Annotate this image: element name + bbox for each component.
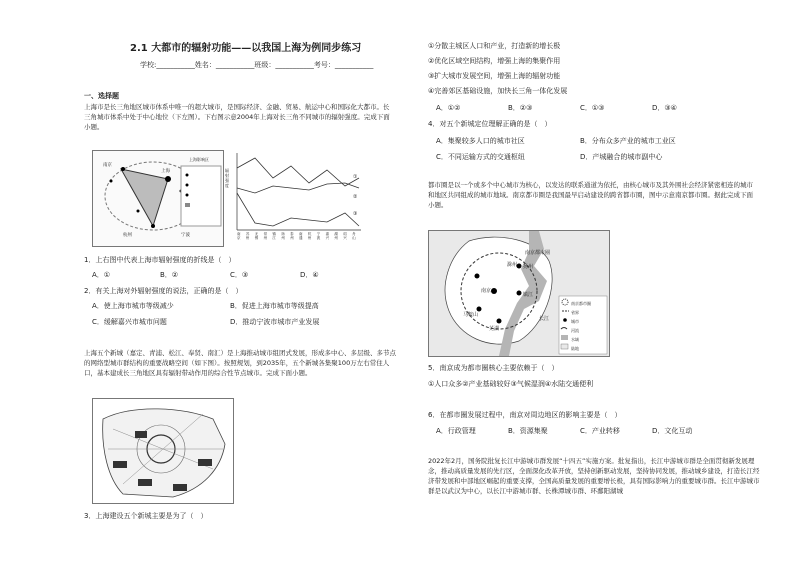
map3-legend-border: 省界 xyxy=(571,310,579,315)
influence-triangle xyxy=(121,169,168,226)
map3-legend-land: 陆地 xyxy=(571,346,579,351)
q2-option-c[interactable]: C．缓解嘉兴市城市问题 xyxy=(92,318,167,326)
q3-statement-2: ②优化区域空间结构，增强上海的集聚作用 xyxy=(428,57,561,65)
figure-delta-map xyxy=(92,150,224,247)
series-label-3: ③ xyxy=(353,211,358,217)
question-5: 5．南京成为都市圈核心主要依赖于（ ） xyxy=(428,364,559,372)
q5-statements: ①人口众多②产业基础较好③气候湿润④水陆交通便利 xyxy=(428,380,594,388)
nanjing-map-svg xyxy=(429,231,609,356)
map3-label-circle: 南京都市圈 xyxy=(525,250,551,256)
town-jiading xyxy=(135,431,147,438)
map3-label-maanshan: 马鞍山 xyxy=(463,312,479,318)
q4-option-a[interactable]: A．集聚较多人口的城市社区 xyxy=(436,137,525,145)
q1-option-a[interactable]: A．① xyxy=(92,271,111,279)
figure-radiation-chart xyxy=(225,148,365,248)
passage-3: 都市圈是以一个或多个中心城市为核心，以发达的联系通道为依托，由核心城市及其外围社会经济紧密相连的城市和地区共同组成的城市地域。南京都市圈是我国最早启动建设的跨省都市圈，图中示意南京都市圈。据此完成下面小题。 xyxy=(428,181,753,209)
map3-label-zhenjiang: 镇江 xyxy=(523,292,534,298)
map3-label-chuzhou: 滁州 xyxy=(507,262,518,268)
question-2: 2．有关上海对外辐射强度的说法，正确的是（ ） xyxy=(84,287,243,295)
map3-legend-circle: 南京都市圈 xyxy=(571,301,591,306)
map1-label-shanghai: 上海 xyxy=(161,169,170,174)
chart-x-tick: 南京 xyxy=(237,232,241,240)
map3-legend-river: 河流 xyxy=(571,328,579,333)
chart-x-tick: 嘉兴 xyxy=(325,232,330,240)
chart-x-tick: 南通 xyxy=(299,232,303,240)
map1-label-nanjing: 南京 xyxy=(103,163,112,168)
q2-option-b[interactable]: B．促进上海市城市等级提高 xyxy=(230,302,319,310)
q3-option-a[interactable]: A．①② xyxy=(436,104,461,112)
map1-label-influence: 上海影响区 xyxy=(189,157,209,162)
series-line-1 xyxy=(237,158,359,186)
map3-label-yangtze: 长江 xyxy=(539,316,550,322)
q3-statement-4: ④完善郊区基础设施，加快长三角一体化发展 xyxy=(428,87,568,95)
q3-statement-3: ③扩大城市发展空间，增强上海的辐射功能 xyxy=(428,72,561,80)
delta-map-svg xyxy=(93,151,223,246)
chart-x-tick: 常州 xyxy=(263,232,268,240)
q3-statement-1: ①分散主城区人口和产业，打造新的增长极 xyxy=(428,42,561,50)
new-towns-svg xyxy=(93,399,233,503)
q1-option-b[interactable]: B．② xyxy=(160,271,179,279)
figure-nanjing-map xyxy=(428,230,610,357)
q4-option-c[interactable]: C．不同运输方式的交通枢纽 xyxy=(436,153,525,161)
q2-option-a[interactable]: A．使上海市城市等级减少 xyxy=(92,302,174,310)
figure-new-towns-map xyxy=(92,398,234,504)
chart-x-tick: 无锡 xyxy=(254,232,259,240)
town-songjiang xyxy=(138,479,152,486)
chart-x-tick: 镇江 xyxy=(272,232,276,240)
map1-label-hangzhou: 杭州 xyxy=(123,233,132,238)
chart-x-tick: 湖州 xyxy=(334,232,338,240)
series-line-2 xyxy=(237,183,359,193)
town-qingpu xyxy=(113,461,127,468)
map3-label-nanjing: 南京 xyxy=(481,288,492,294)
town-fengxian xyxy=(173,484,187,491)
map3-label-wuhu: 芜湖 xyxy=(489,326,500,332)
map3-legend-city: 城市 xyxy=(571,319,579,324)
q4-option-b[interactable]: B．分布众多产业的城市工业区 xyxy=(580,137,676,145)
q1-option-d[interactable]: D．④ xyxy=(300,271,319,279)
q1-option-c[interactable]: C．③ xyxy=(230,271,249,279)
q4-option-d[interactable]: D．产城融合的城市副中心 xyxy=(580,153,663,161)
question-4: 4．对五个新城定位理解正确的是（ ） xyxy=(428,120,552,128)
chart-ylabel: 辐射强度 xyxy=(225,168,229,188)
question-6: 6．在都市圈发展过程中，南京对周边地区的影响主要是（ ） xyxy=(428,411,622,419)
series-line-3 xyxy=(237,193,359,226)
student-info-line: 学校:___________姓名：___________班级：___________考号：___________ xyxy=(140,61,374,69)
q3-option-c[interactable]: C．①③ xyxy=(580,104,605,112)
passage-2: 上海五个新城（嘉定、青浦、松江、奉贤、南汇）是上海推动城市组团式发展，形成多中心、多层级、多节点的网络型城市群结构的重要战略空间（如下图）。按照规划，到2035年，五个新城各集聚100万左右常住人口，基本建成长三角地区具有辐射带动作用的综合性节点城市。完成下面小题。 xyxy=(84,349,396,377)
map1-label-ningbo: 宁波 xyxy=(181,233,190,238)
question-3: 3．上海建设五个新城主要是为了（ ） xyxy=(84,512,208,520)
q3-option-d[interactable]: D．③④ xyxy=(652,104,677,112)
q3-option-b[interactable]: B．②③ xyxy=(508,104,533,112)
chart-x-tick: 舟山 xyxy=(352,232,356,240)
chart-x-tick: 扬州 xyxy=(281,232,285,240)
chart-x-tick: 泰州 xyxy=(290,232,294,240)
chart-x-tick: 杭州 xyxy=(307,232,312,240)
section-heading: 一、选择题 xyxy=(84,92,119,100)
q6-option-d[interactable]: D．文化互动 xyxy=(652,427,693,435)
chart-x-ticks xyxy=(237,232,361,246)
page-title: 2.1 大都市的辐射功能——以我国上海为例同步练习 xyxy=(130,43,362,54)
chart-x-tick: 宁波 xyxy=(316,232,321,240)
chart-x-tick: 苏州 xyxy=(245,232,250,240)
series-label-2: ② xyxy=(353,194,358,200)
q2-option-d[interactable]: D．推动宁波市城市产业发展 xyxy=(230,318,320,326)
question-1: 1．上右图中代表上海市辐射强度的折线是（ ） xyxy=(84,256,236,264)
q6-option-a[interactable]: A．行政管理 xyxy=(436,427,476,435)
town-nanhui xyxy=(198,459,212,466)
passage-1: 上海市是长三角地区城市体系中唯一的超大城市，是国际经济、金融、贸易、航运中心和国际化大都市。长三角城市体系中处于中心地位（下左图）。下右图示意2004年上海对长三角不同城市的辐射强度。完成下面小题。 xyxy=(84,103,390,131)
series-label-1: ① xyxy=(353,174,358,180)
map3-label-yangzhou: 扬州 xyxy=(523,264,534,270)
q6-option-c[interactable]: C．产业转移 xyxy=(580,427,620,435)
q6-option-b[interactable]: B．资源集聚 xyxy=(508,427,548,435)
chart-x-tick: 绍兴 xyxy=(343,232,347,240)
passage-4: 2022年2月，国务院批复长江中游城市群发展“十四五”实施方案。批复指出，长江中游城市群是全面贯彻新发展理念，推动高质量发展的先行区，全面深化改革开放，坚持创新驱动发展，坚持协同发展，推动城乡建设，打造长江经济带发展和中部地区崛起的重要支撑，全国高质量发展的重要增长极，具有国际影响力的重要城市群。长江中游城市群是以武汉为中心，以长江中游城市群、长株潭城市群、环鄱阳湖城 xyxy=(428,457,760,495)
map3-legend-water: 水域 xyxy=(571,337,579,342)
